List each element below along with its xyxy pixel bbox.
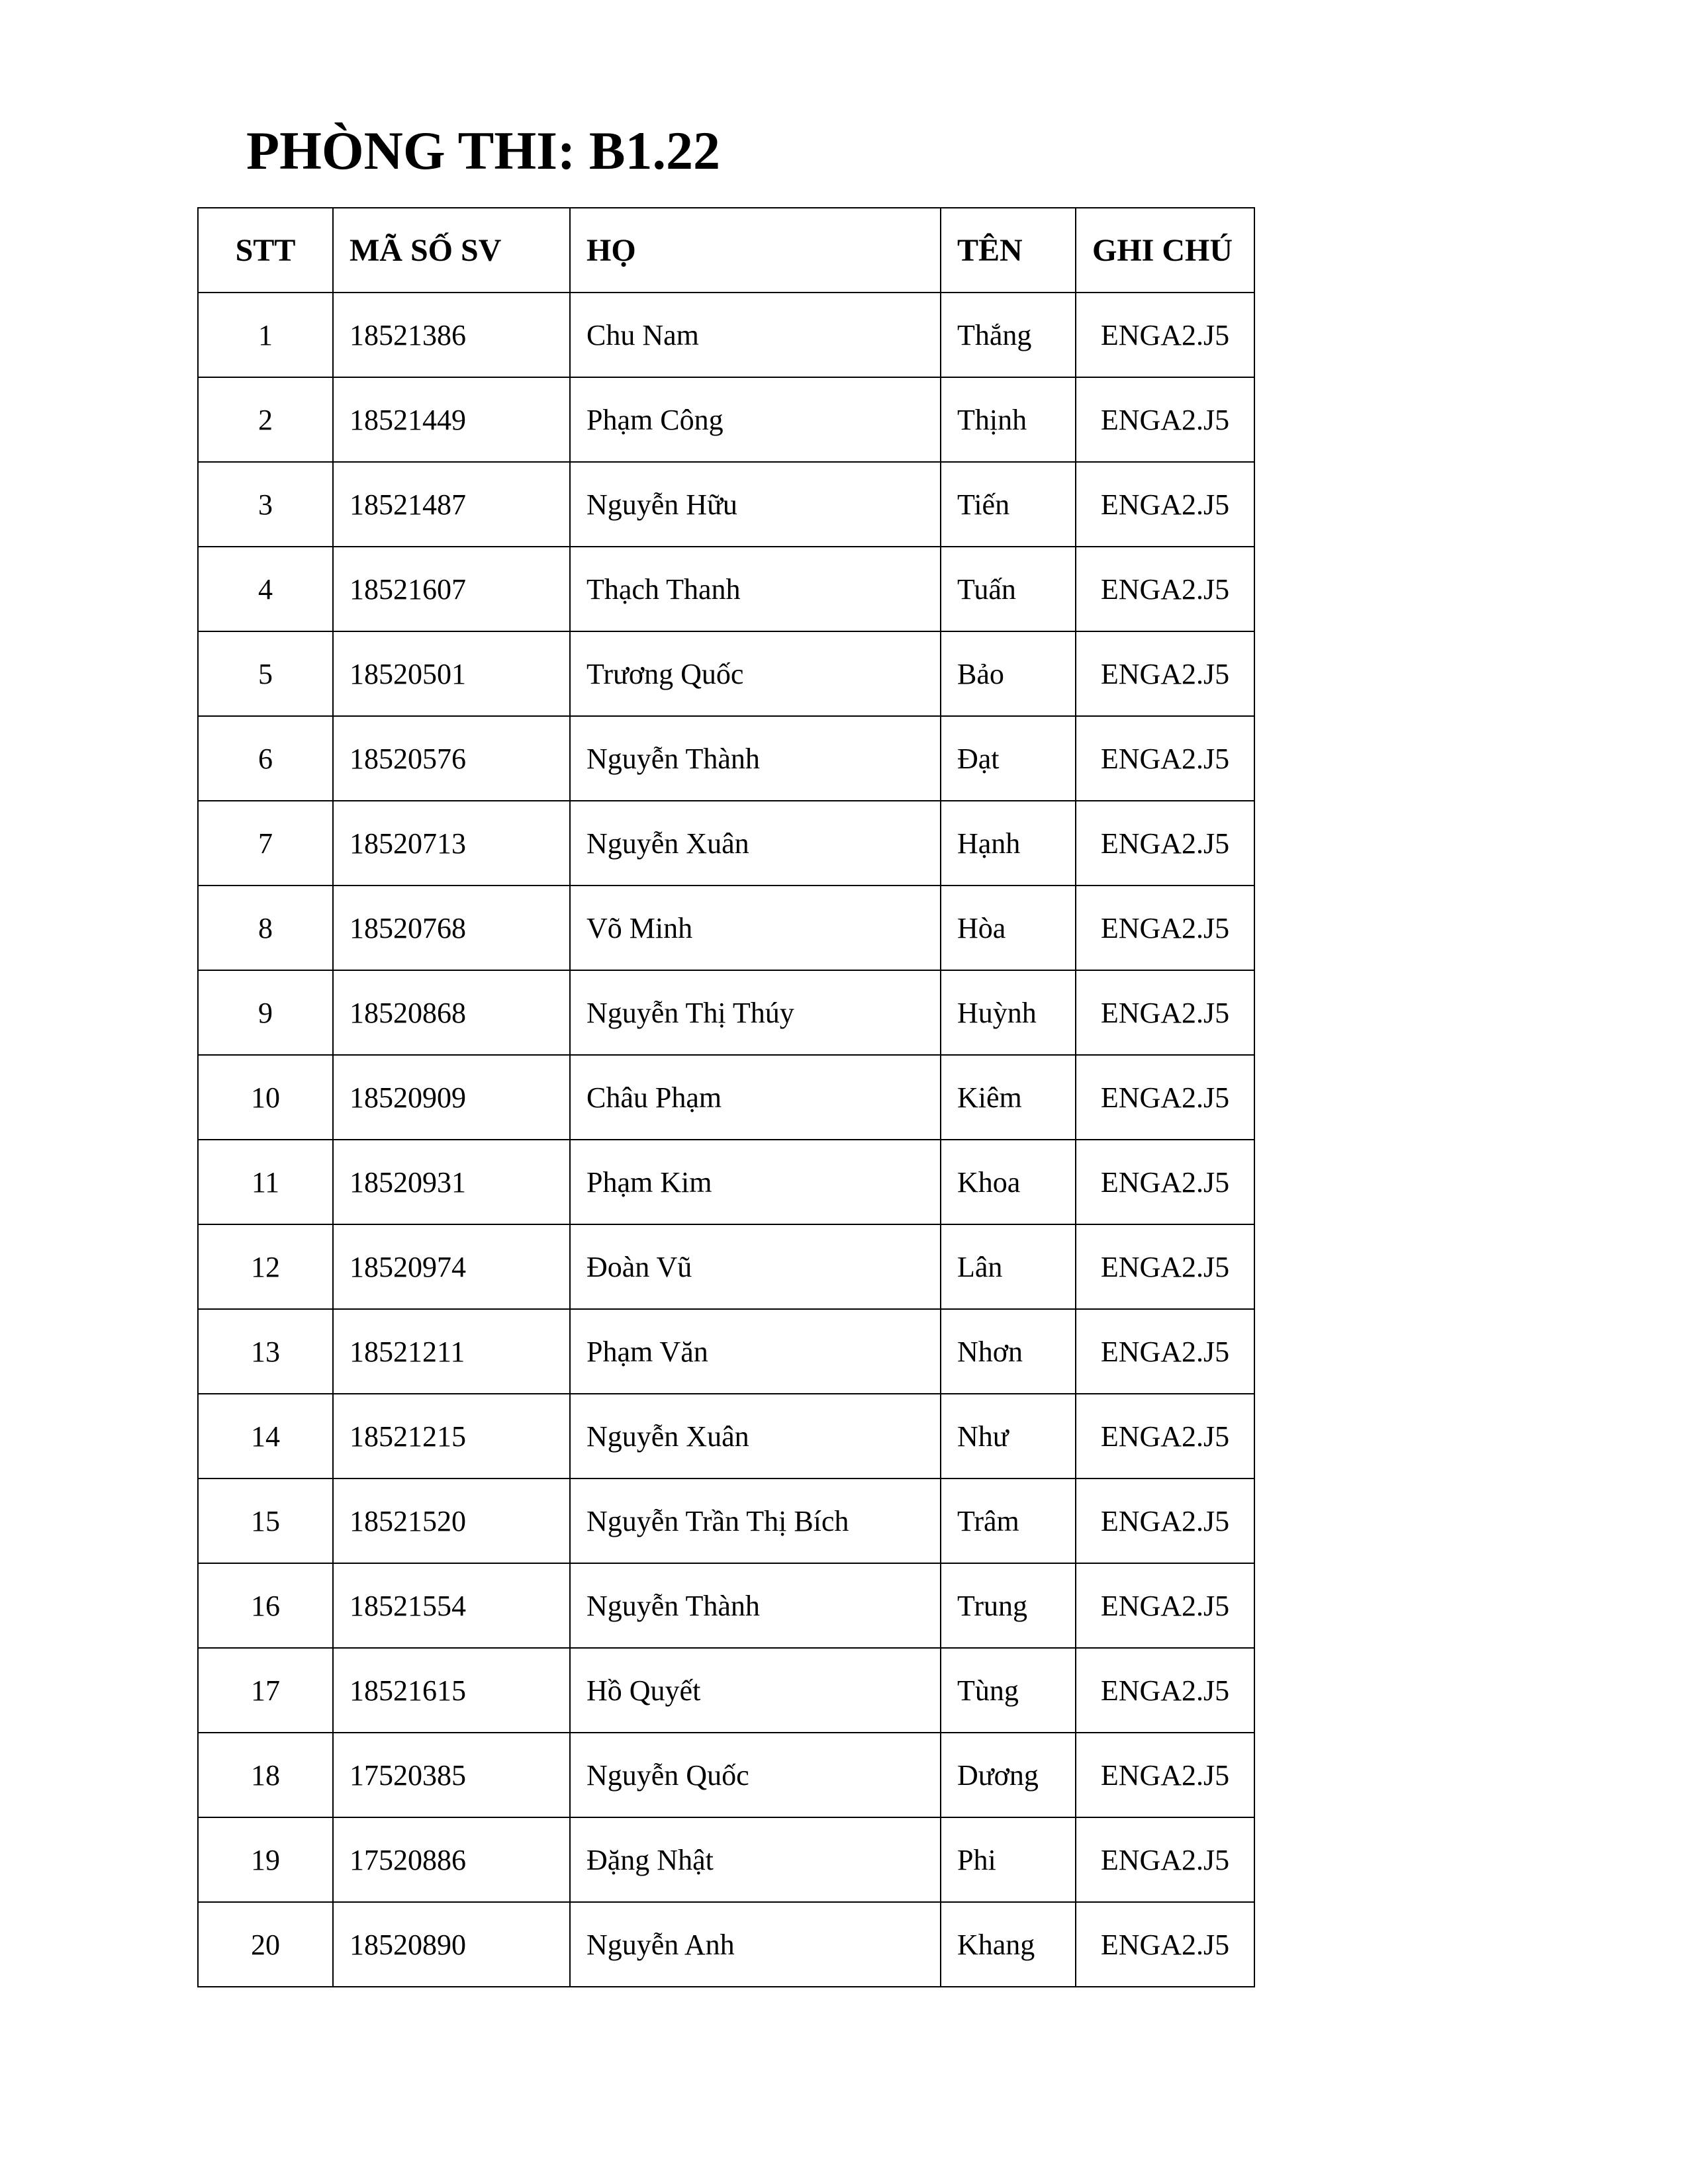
cell-last-name: Nguyễn Xuân — [570, 801, 941, 886]
cell-last-name: Nguyễn Thị Thúy — [570, 970, 941, 1055]
cell-student-id: 18521554 — [333, 1563, 570, 1648]
cell-student-id: 18521615 — [333, 1648, 570, 1733]
cell-note: ENGA2.J5 — [1076, 293, 1254, 377]
cell-last-name: Thạch Thanh — [570, 547, 941, 631]
cell-note: ENGA2.J5 — [1076, 462, 1254, 547]
cell-student-id: 18520501 — [333, 631, 570, 716]
cell-stt: 7 — [198, 801, 333, 886]
table-row — [198, 1733, 1254, 1817]
table-row — [198, 377, 1254, 462]
cell-student-id: 18521211 — [333, 1309, 570, 1394]
cell-student-id: 17520385 — [333, 1733, 570, 1817]
cell-first-name: Nhơn — [941, 1309, 1076, 1394]
cell-last-name: Châu Phạm — [570, 1055, 941, 1140]
cell-stt: 20 — [198, 1902, 333, 1987]
cell-first-name: Tùng — [941, 1648, 1076, 1733]
cell-stt: 16 — [198, 1563, 333, 1648]
table-row — [198, 1224, 1254, 1309]
cell-last-name: Phạm Công — [570, 377, 941, 462]
cell-last-name: Đoàn Vũ — [570, 1224, 941, 1309]
cell-first-name: Khang — [941, 1902, 1076, 1987]
cell-stt: 17 — [198, 1648, 333, 1733]
cell-note: ENGA2.J5 — [1076, 1309, 1254, 1394]
cell-first-name: Như — [941, 1394, 1076, 1479]
cell-first-name: Thắng — [941, 293, 1076, 377]
cell-last-name: Trương Quốc — [570, 631, 941, 716]
cell-student-id: 18520974 — [333, 1224, 570, 1309]
cell-last-name: Nguyễn Anh — [570, 1902, 941, 1987]
table-row — [198, 1479, 1254, 1563]
cell-note: ENGA2.J5 — [1076, 1224, 1254, 1309]
cell-first-name: Trâm — [941, 1479, 1076, 1563]
cell-note: ENGA2.J5 — [1076, 631, 1254, 716]
cell-first-name: Lân — [941, 1224, 1076, 1309]
table-row — [198, 547, 1254, 631]
cell-first-name: Huỳnh — [941, 970, 1076, 1055]
table-row — [198, 801, 1254, 886]
table-body — [198, 293, 1254, 1987]
cell-note: ENGA2.J5 — [1076, 1055, 1254, 1140]
cell-student-id: 18520576 — [333, 716, 570, 801]
cell-note: ENGA2.J5 — [1076, 1140, 1254, 1224]
cell-first-name: Đạt — [941, 716, 1076, 801]
table-header-row — [198, 208, 1254, 293]
cell-note: ENGA2.J5 — [1076, 801, 1254, 886]
cell-note: ENGA2.J5 — [1076, 716, 1254, 801]
cell-note: ENGA2.J5 — [1076, 886, 1254, 970]
cell-student-id: 18520931 — [333, 1140, 570, 1224]
cell-last-name: Phạm Văn — [570, 1309, 941, 1394]
cell-last-name: Nguyễn Quốc — [570, 1733, 941, 1817]
cell-stt: 8 — [198, 886, 333, 970]
cell-student-id: 18520890 — [333, 1902, 570, 1987]
table-row — [198, 1394, 1254, 1479]
table-row — [198, 1055, 1254, 1140]
cell-note: ENGA2.J5 — [1076, 1563, 1254, 1648]
cell-note: ENGA2.J5 — [1076, 1902, 1254, 1987]
cell-stt: 4 — [198, 547, 333, 631]
cell-student-id: 18521487 — [333, 462, 570, 547]
table-row — [198, 1563, 1254, 1648]
cell-first-name: Kiêm — [941, 1055, 1076, 1140]
table-row — [198, 886, 1254, 970]
cell-stt: 1 — [198, 293, 333, 377]
cell-note: ENGA2.J5 — [1076, 547, 1254, 631]
cell-stt: 18 — [198, 1733, 333, 1817]
cell-first-name: Khoa — [941, 1140, 1076, 1224]
table-row — [198, 1309, 1254, 1394]
cell-student-id: 18520768 — [333, 886, 570, 970]
cell-note: ENGA2.J5 — [1076, 1733, 1254, 1817]
header-last-name: HỌ — [570, 208, 941, 293]
cell-note: ENGA2.J5 — [1076, 1479, 1254, 1563]
cell-last-name: Đặng Nhật — [570, 1817, 941, 1902]
cell-last-name: Hồ Quyết — [570, 1648, 941, 1733]
cell-stt: 12 — [198, 1224, 333, 1309]
table-row — [198, 293, 1254, 377]
cell-note: ENGA2.J5 — [1076, 970, 1254, 1055]
cell-stt: 9 — [198, 970, 333, 1055]
cell-note: ENGA2.J5 — [1076, 1817, 1254, 1902]
cell-student-id: 18521520 — [333, 1479, 570, 1563]
table-row — [198, 1140, 1254, 1224]
cell-student-id: 18521607 — [333, 547, 570, 631]
cell-stt: 3 — [198, 462, 333, 547]
cell-stt: 2 — [198, 377, 333, 462]
cell-stt: 6 — [198, 716, 333, 801]
cell-first-name: Dương — [941, 1733, 1076, 1817]
cell-last-name: Phạm Kim — [570, 1140, 941, 1224]
cell-student-id: 18521386 — [333, 293, 570, 377]
cell-last-name: Nguyễn Xuân — [570, 1394, 941, 1479]
cell-stt: 15 — [198, 1479, 333, 1563]
header-student-id: MÃ SỐ SV — [333, 208, 570, 293]
cell-student-id: 18521215 — [333, 1394, 570, 1479]
cell-last-name: Nguyễn Trần Thị Bích — [570, 1479, 941, 1563]
cell-last-name: Chu Nam — [570, 293, 941, 377]
cell-first-name: Tuấn — [941, 547, 1076, 631]
cell-first-name: Phi — [941, 1817, 1076, 1902]
cell-last-name: Nguyễn Thành — [570, 716, 941, 801]
cell-student-id: 18520713 — [333, 801, 570, 886]
cell-last-name: Võ Minh — [570, 886, 941, 970]
page-title: PHÒNG THI: B1.22 — [246, 120, 721, 181]
table-row — [198, 1817, 1254, 1902]
table-row — [198, 631, 1254, 716]
cell-last-name: Nguyễn Thành — [570, 1563, 941, 1648]
cell-first-name: Thịnh — [941, 377, 1076, 462]
cell-note: ENGA2.J5 — [1076, 1648, 1254, 1733]
cell-stt: 13 — [198, 1309, 333, 1394]
cell-stt: 11 — [198, 1140, 333, 1224]
table-row — [198, 970, 1254, 1055]
table-row — [198, 462, 1254, 547]
cell-stt: 14 — [198, 1394, 333, 1479]
cell-first-name: Hạnh — [941, 801, 1076, 886]
header-first-name: TÊN — [941, 208, 1076, 293]
cell-stt: 5 — [198, 631, 333, 716]
table-row — [198, 1902, 1254, 1987]
cell-note: ENGA2.J5 — [1076, 377, 1254, 462]
student-roster-table — [197, 207, 1255, 1987]
cell-stt: 10 — [198, 1055, 333, 1140]
cell-student-id: 18520909 — [333, 1055, 570, 1140]
cell-first-name: Bảo — [941, 631, 1076, 716]
cell-stt: 19 — [198, 1817, 333, 1902]
header-stt: STT — [198, 208, 333, 293]
cell-student-id: 17520886 — [333, 1817, 570, 1902]
cell-last-name: Nguyễn Hữu — [570, 462, 941, 547]
header-note: GHI CHÚ — [1076, 208, 1254, 293]
cell-first-name: Tiến — [941, 462, 1076, 547]
cell-student-id: 18520868 — [333, 970, 570, 1055]
cell-note: ENGA2.J5 — [1076, 1394, 1254, 1479]
table-row — [198, 1648, 1254, 1733]
table-row — [198, 716, 1254, 801]
cell-first-name: Trung — [941, 1563, 1076, 1648]
cell-first-name: Hòa — [941, 886, 1076, 970]
cell-student-id: 18521449 — [333, 377, 570, 462]
